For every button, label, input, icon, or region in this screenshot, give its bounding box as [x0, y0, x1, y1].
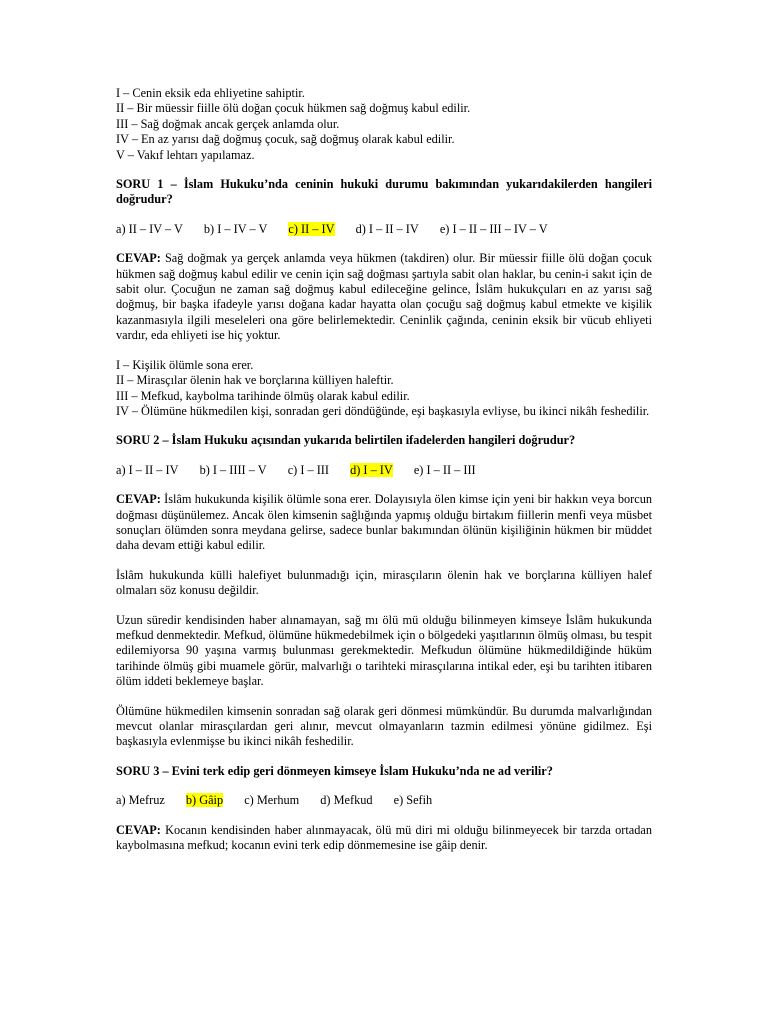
q1-option-d: d) I – II – IV [355, 221, 419, 236]
answer-1-text: Sağ doğmak ya gerçek anlamda veya hükmen (takdiren) olur. Bir müessir fiille ölü doğan çocuk hükmen sağ doğmuş kabul edilir ve cenin için sağ doğması şartıyla sabit olan haklar, bu cenin-i sakıt için de sabit olur. Çocuğun ne zaman sağ doğmuş kabul edileceğine gelince, İslâm hukukçuları en az yarısı sağ doğmuş, bir başka ifadeyle yarısı doğana kadar hayatta olan çocuğu sağ doğmuş kabul etmekte ve kişilik kazanmasıyla ilgili meseleleri ona göre belirlemektedir. Ceninlik çağında, ceninin eksik bir vücub ehliyeti vardır, eda ehliyeti ise hiç yoktur. [116, 251, 652, 343]
answer-3-text: Kocanın kendisinden haber alınmayacak, ölü mü diri mi olduğu bilinmeyecek bir tarzda ortadan kaybolmasına mefkud; kocanın evini terk edip dönmemesine ise gâip denir. [116, 822, 652, 853]
answer-3 [116, 823, 652, 854]
answer-2-paragraph-3: Ölümüne hükmedilen kimsenin sonradan sağ olarak geri dönmesi mümkündür. Bu durumda malvarlığından mevcut olanlar mirasçılardan geri alınır, mevcut olmayanların tazmin edilmesi yönüne gidilmez. Eşi başkasıyla evlenmişse bu ikinci nikâh feshedilir. [116, 703, 652, 749]
answer-2-label: CEVAP: [116, 492, 161, 507]
question-1-options [116, 222, 652, 237]
q3-option-b-correct: b) Gâip [185, 793, 224, 808]
question-2: SORU 2 – İslam Hukuku açısından yukarıda belirtilen ifadelerden hangileri doğrudur? [116, 433, 576, 448]
statements-block-1 [116, 86, 652, 163]
statement-1-v: V – Vakıf lehtarı yapılamaz. [116, 147, 255, 162]
document-content [116, 86, 652, 867]
statement-1-iv: IV – En az yarısı dağ doğmuş çocuk, sağ doğmuş olarak kabul edilir. [116, 132, 455, 147]
statement-1-ii: II – Bir müessir fiille ölü doğan çocuk hükmen sağ doğmuş kabul edilir. [116, 101, 471, 116]
q2-option-a: a) I – II – IV [116, 462, 179, 477]
answer-3-label: CEVAP: [116, 822, 161, 837]
answer-2 [116, 492, 652, 554]
statement-1-i: I – Cenin eksik eda ehliyetine sahiptir. [116, 86, 305, 100]
statement-2-iv: IV – Ölümüne hükmedilen kişi, sonradan geri döndüğünde, eşi başkasıyla evliyse, bu ikinci nikâh feshedilir. [116, 403, 650, 418]
statement-2-ii: II – Mirasçılar ölenin hak ve borçlarına külliyen haleftir. [116, 373, 394, 388]
statement-1-iii: III – Sağ doğmak ancak gerçek anlamda olur. [116, 116, 340, 131]
statement-2-i: I – Kişilik ölümle sona erer. [116, 357, 254, 372]
q2-option-b: b) I – IIII – V [199, 462, 267, 477]
question-3: SORU 3 – Evini terk edip geri dönmeyen kimseye İslam Hukuku’nda ne ad verilir? [116, 763, 553, 778]
q3-option-c: c) Merhum [244, 793, 300, 808]
statement-2-iii: III – Mefkud, kaybolma tarihinde ölmüş olarak kabul edilir. [116, 388, 410, 403]
q1-option-b: b) I – IV – V [203, 221, 268, 236]
q1-option-c-correct: c) II – IV [288, 221, 335, 236]
q2-option-d-correct: d) I – IV [350, 462, 393, 477]
q3-option-d: d) Mefkud [320, 793, 373, 808]
answer-1-label: CEVAP: [116, 251, 161, 266]
question-2-options [116, 463, 652, 478]
q1-option-a: a) II – IV – V [116, 221, 183, 236]
statements-block-2 [116, 358, 652, 420]
answer-2-paragraph-2: Uzun süredir kendisinden haber alınamayan, sağ mı ölü mü olduğu bilinmeyen kimseye İslâm hukukunda mefkud denmektedir. Mefkud, ölümüne hükmedebilmek için o bölgedeki yaşıtlarının ölmüş olması, bu tespit edilemiyorsa 90 yaşına varmış bulunması gerekmektedir. Mefkudun ölümüne hükmedildiğinde hüküm tarihinde ölmüş gibi muamele görür, malvarlığı o tarihteki mirasçılarına intikal eder, eşi bu tarihten itibaren ölüm iddeti beklemeye başlar. [116, 612, 652, 689]
q2-option-e: e) I – II – III [413, 462, 476, 477]
answer-1 [116, 251, 652, 343]
answer-2-paragraph-1: İslâm hukukunda külli halefiyet bulunmadığı için, mirasçıların ölenin hak ve borçlarına külliyen halef olmaları söz konusu değildir. [116, 567, 652, 598]
question-1: SORU 1 – İslam Hukuku’nda ceninin hukuki durumu bakımından yukarıdakilerden hangileri doğrudur? [116, 177, 652, 207]
q1-option-e: e) I – II – III – IV – V [439, 221, 548, 236]
answer-2-text: İslâm hukukunda kişilik ölümle sona erer. Dolayısıyla ölen kimse için yeni bir hakkın veya borcun doğması düşünülemez. Ancak ölen kimsenin sağlığında yapmış olduğu birtakım fiillerin menfi veya müsbet sonuçları ölümden sonra meydana gelirse, sadece bunlar bakımından ölünün kişiliğinin hükmen bir müddet daha devam ettiği kabul edilir. [116, 492, 652, 553]
q3-option-a: a) Mefruz [116, 793, 165, 808]
question-3-options [116, 793, 652, 808]
q3-option-e: e) Sefih [393, 793, 433, 808]
q2-option-c: c) I – III [287, 462, 329, 477]
